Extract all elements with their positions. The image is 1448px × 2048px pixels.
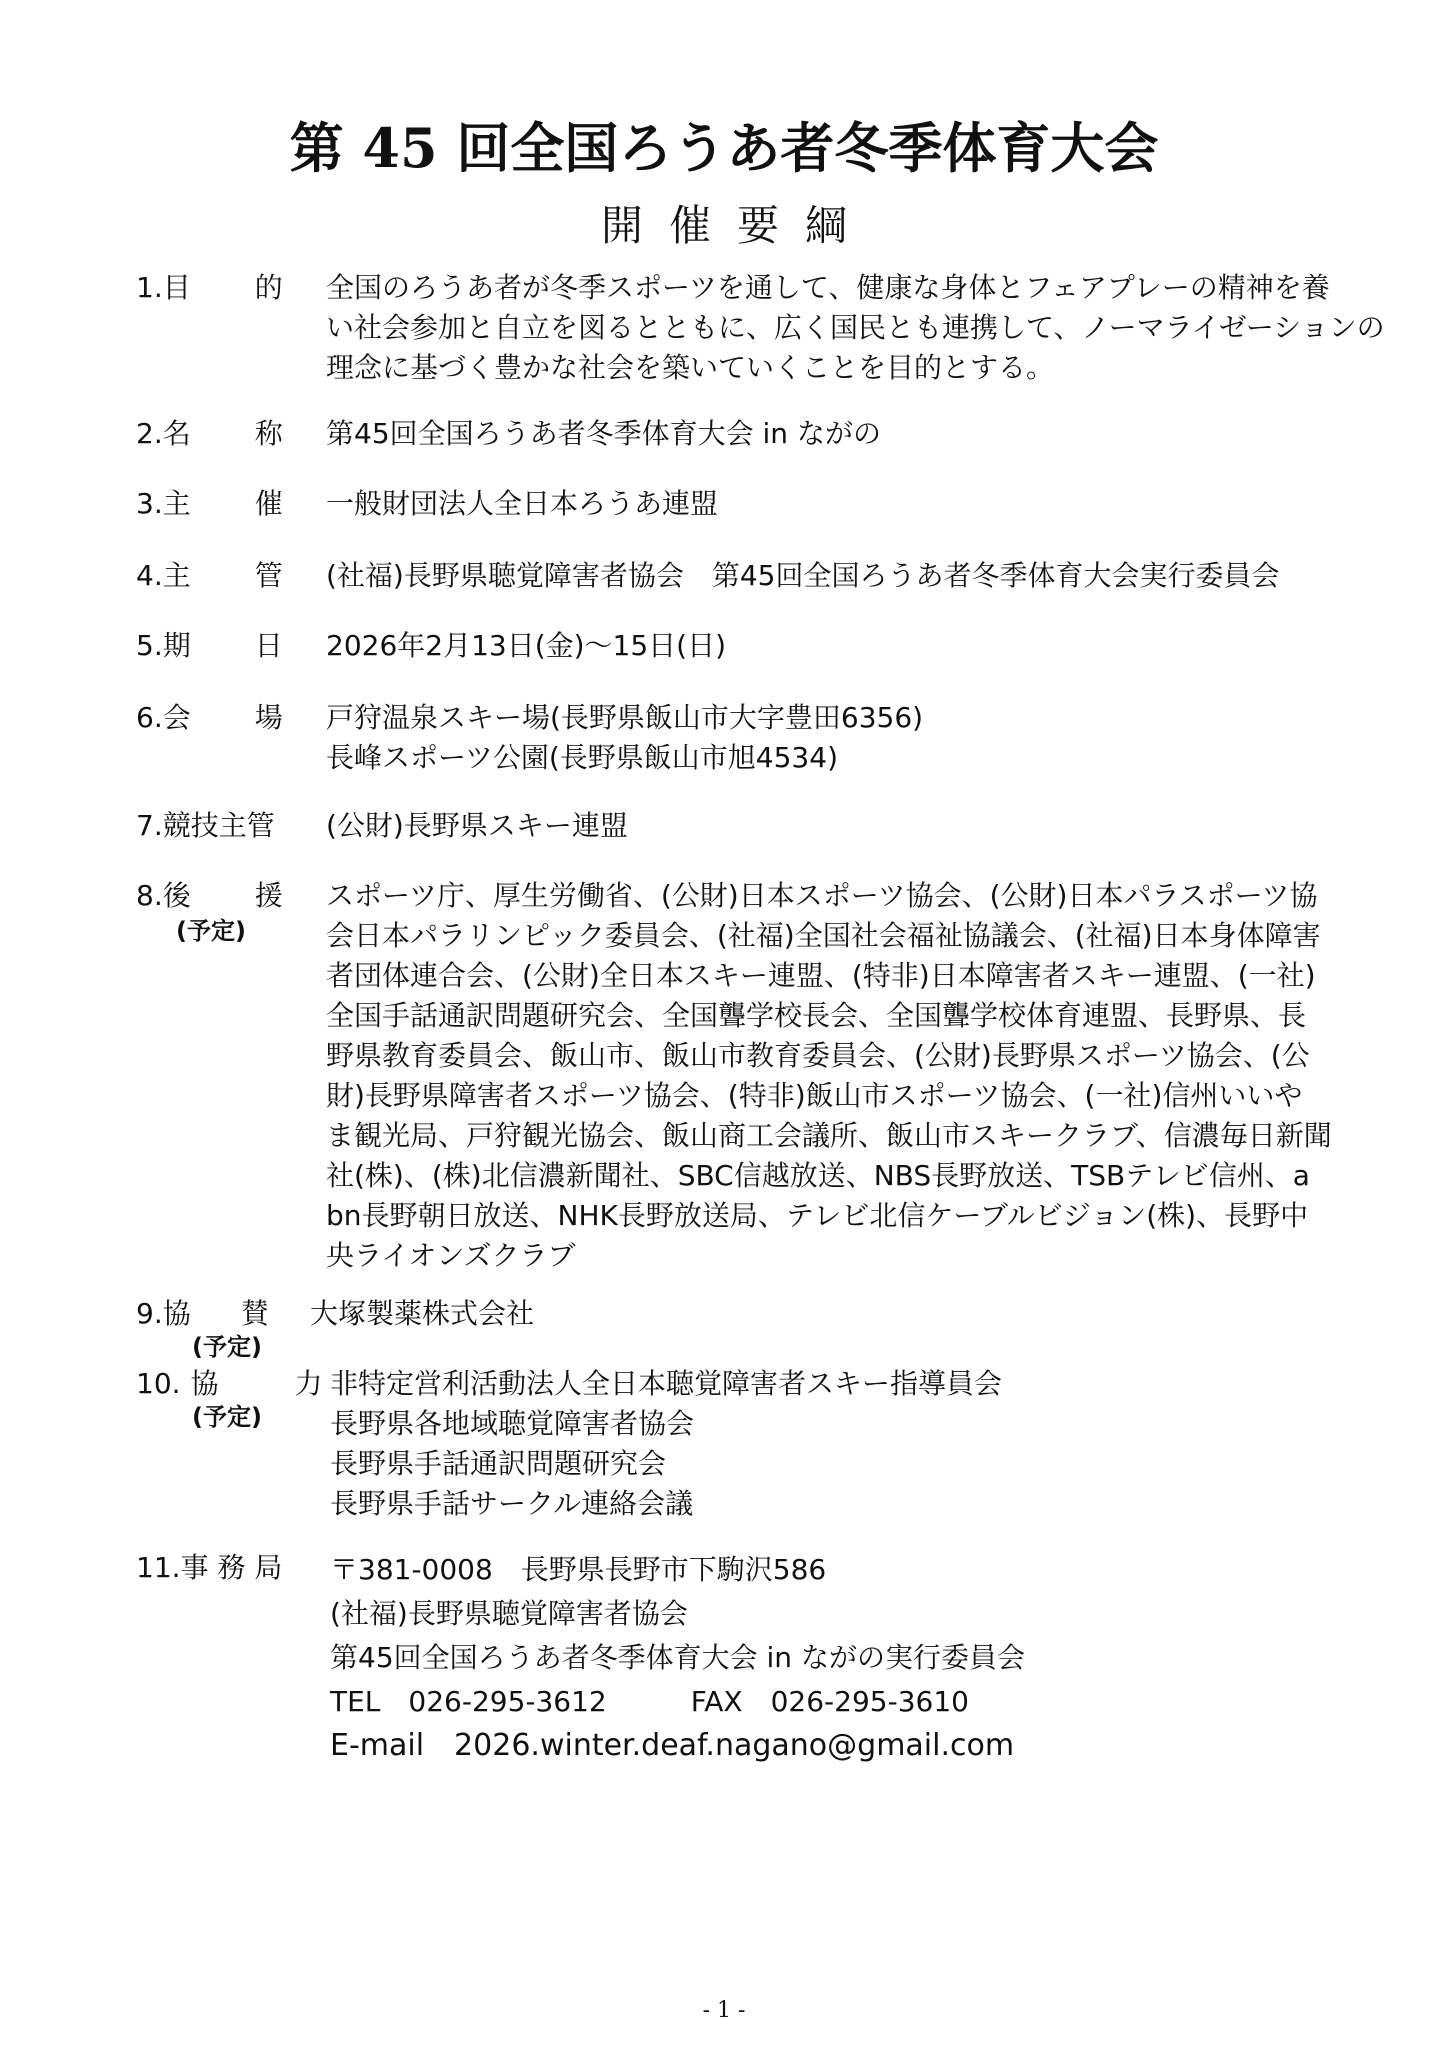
label-char: 目 [162, 271, 191, 304]
content-line: 理念に基づく豊かな社会を築いていくことを目的とする。 [326, 351, 1055, 384]
section-content [326, 698, 923, 778]
section-number: 8. [136, 879, 163, 912]
section-content [330, 1548, 1025, 1768]
section-label [136, 1548, 282, 1588]
content-line: 長野県手話サークル連絡会議 [330, 1487, 694, 1520]
planned-note: (予定) [192, 1403, 262, 1431]
section-label [136, 268, 283, 308]
content-line: 者団体連合会、(公財)全日本スキー連盟、(特非)日本障害者スキー連盟、(一社) [326, 959, 1316, 992]
section-number: 4. [136, 559, 163, 592]
section-number: 3. [136, 487, 163, 520]
label-char: 協 [190, 1367, 219, 1400]
section-number: 5. [136, 629, 163, 662]
content-line: 央ライオンズクラブ [326, 1239, 576, 1272]
planned-note: (予定) [192, 1333, 262, 1361]
section-label [136, 1294, 269, 1334]
address-line: 〒381-0008 長野県長野市下駒沢586 [330, 1553, 827, 1586]
content-line: 一般財団法人全日本ろうあ連盟 [326, 487, 719, 520]
label-char: 称 [254, 417, 283, 450]
section-number: 7. [136, 809, 163, 842]
section-number: 6. [136, 701, 163, 734]
content-line: 長野県各地域聴覚障害者協会 [330, 1407, 695, 1440]
page-title: 第 45 回全国ろうあ者冬季体育大会 [289, 116, 1159, 180]
section-label [136, 484, 283, 524]
content-line: スポーツ庁、厚生労働省、(公財)日本スポーツ協会、(公財)日本パラスポーツ協 [326, 879, 1318, 912]
planned-note: (予定) [176, 917, 246, 945]
committee-line: 第45回全国ろうあ者冬季体育大会 in ながの実行委員会 [330, 1641, 1025, 1674]
section-number: 2. [136, 417, 163, 450]
content-line: bn長野朝日放送、NHK長野放送局、テレビ北信ケーブルビジョン(株)、長野中 [326, 1199, 1309, 1232]
section-label [136, 806, 275, 846]
label-char: 名 [162, 417, 191, 450]
label-text: 事 務 局 [180, 1551, 283, 1584]
content-line: 長峰スポーツ公園(長野県飯山市旭4534) [326, 741, 838, 774]
page-number: - 1 - [702, 1998, 746, 2023]
content-line: (社福)長野県聴覚障害者協会 第45回全国ろうあ者冬季体育大会実行委員会 [326, 559, 1280, 592]
content-line: 全国手話通訳問題研究会、全国聾学校長会、全国聾学校体育連盟、長野県、長 [326, 999, 1307, 1032]
content-line: 社(株)、(株)北信濃新聞社、SBC信越放送、NBS長野放送、TSBテレビ信州、a [326, 1159, 1310, 1192]
content-line: 戸狩温泉スキー場(長野県飯山市大字豊田6356) [326, 701, 924, 734]
content-line: 財)長野県障害者スポーツ協会、(特非)飯山市スポーツ協会、(一社)信州いいや [326, 1079, 1303, 1112]
section-content [326, 626, 726, 666]
content-line: ま観光局、戸狩観光協会、飯山商工会議所、飯山市スキークラブ、信濃毎日新聞 [326, 1119, 1332, 1152]
label-char: 日 [254, 629, 283, 662]
label-char: 主 [162, 559, 191, 592]
page-subtitle: 開催要綱 [600, 201, 873, 250]
section-label [136, 556, 283, 596]
section-content [326, 484, 718, 524]
label-char: 協 [162, 1297, 191, 1330]
section-label [136, 698, 283, 738]
content-line: い社会参加と自立を図るとともに、広く国民とも連携して、ノーマライゼーションの [326, 311, 1385, 344]
section-content [310, 1294, 534, 1334]
section-number: 9. [136, 1297, 163, 1330]
content-line: (公財)長野県スキー連盟 [326, 809, 628, 842]
section-number: 1. [136, 271, 163, 304]
content-line: 全国のろうあ者が冬季スポーツを通して、健康な身体とフェアプレーの精神を養 [326, 271, 1330, 304]
content-line: 大塚製薬株式会社 [310, 1297, 535, 1330]
section-number: 11. [136, 1551, 181, 1584]
section-content [326, 268, 1385, 388]
label-char: 後 [162, 879, 191, 912]
content-line: 2026年2月13日(金)〜15日(日) [326, 629, 727, 662]
content-line: 非特定営利活動法人全日本聴覚障害者スキー指導員会 [330, 1367, 1003, 1400]
section-label [136, 1364, 323, 1404]
section-label [136, 626, 283, 666]
label-text: 競技主管 [162, 809, 275, 842]
content-line: 長野県手話通訳問題研究会 [330, 1447, 667, 1480]
label-char: 力 [294, 1367, 323, 1400]
label-char: 的 [254, 271, 283, 304]
section-label [136, 876, 283, 916]
label-char: 場 [254, 701, 283, 734]
label-char: 賛 [240, 1297, 269, 1330]
section-content [326, 556, 1279, 596]
label-char: 管 [254, 559, 283, 592]
email-line: E-mail 2026.winter.deaf.nagano@gmail.com [330, 1728, 1015, 1763]
section-number: 10. [136, 1367, 181, 1400]
section-label [136, 414, 283, 454]
section-content [326, 806, 628, 846]
section-content [326, 414, 881, 454]
label-char: 援 [254, 879, 283, 912]
section-content [330, 1364, 1002, 1524]
org-line: (社福)長野県聴覚障害者協会 [330, 1597, 688, 1630]
content-line: 第45回全国ろうあ者冬季体育大会 in ながの [326, 417, 881, 450]
content-line: 会日本パラリンピック委員会、(社福)全国社会福祉協議会、(社福)日本身体障害 [326, 919, 1321, 952]
label-char: 主 [162, 487, 191, 520]
label-char: 催 [254, 487, 283, 520]
section-content [326, 876, 1332, 1276]
label-char: 会 [162, 701, 191, 734]
content-line: 野県教育委員会、飯山市、飯山市教育委員会、(公財)長野県スポーツ協会、(公 [326, 1039, 1310, 1072]
label-char: 期 [162, 629, 191, 662]
phone-fax-line: TEL 026-295-3612 FAX 026-295-3610 [330, 1685, 969, 1718]
